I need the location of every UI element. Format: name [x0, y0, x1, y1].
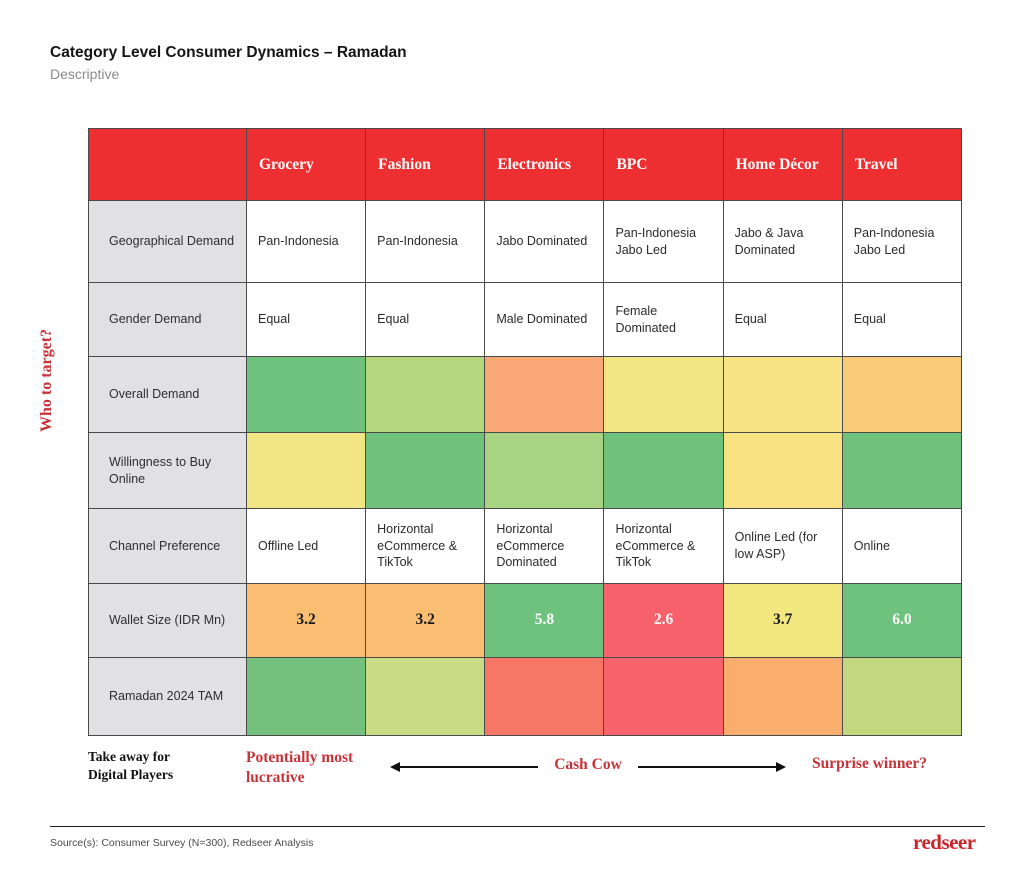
table-row	[89, 584, 962, 658]
text-cell: Jabo Dominated	[485, 201, 604, 283]
table-row	[89, 283, 962, 357]
right-arrowhead-icon	[776, 762, 786, 772]
text-cell: Online	[842, 509, 961, 584]
takeaway-left-label: Potentially most lucrative	[246, 749, 354, 787]
page-subtitle: Descriptive	[50, 66, 120, 82]
value-cell: 2.6	[604, 584, 723, 658]
text-cell: Horizontal eCommerce & TikTok	[366, 509, 485, 584]
text-cell: Equal	[723, 283, 842, 357]
value-cell: 5.8	[485, 584, 604, 658]
text-cell: Equal	[366, 283, 485, 357]
table-row	[89, 201, 962, 283]
row-label: Ramadan 2024 TAM	[89, 658, 247, 736]
heat-cell	[842, 433, 961, 509]
arrow-line	[400, 766, 538, 768]
takeaway-row	[88, 748, 962, 788]
column-header: Electronics	[485, 129, 604, 201]
table-row	[89, 658, 962, 736]
heat-cell	[247, 658, 366, 736]
takeaway-arrow	[378, 758, 812, 776]
row-label: Channel Preference	[89, 509, 247, 584]
heat-cell	[842, 357, 961, 433]
matrix-table-container	[88, 128, 962, 736]
table-row	[89, 357, 962, 433]
text-cell: Pan-Indonesia Jabo Led	[604, 201, 723, 283]
column-header: Travel	[842, 129, 961, 201]
row-label: Willingness to Buy Online	[89, 433, 247, 509]
row-label: Wallet Size (IDR Mn)	[89, 584, 247, 658]
value-cell: 3.2	[366, 584, 485, 658]
takeaway-center-label: Cash Cow	[554, 756, 622, 773]
text-cell: Equal	[842, 283, 961, 357]
row-label: Geographical Demand	[89, 201, 247, 283]
text-cell: Pan-Indonesia	[366, 201, 485, 283]
value-cell: 3.2	[247, 584, 366, 658]
text-cell: Male Dominated	[485, 283, 604, 357]
column-header: Home Décor	[723, 129, 842, 201]
left-arrowhead-icon	[390, 762, 400, 772]
heat-cell	[366, 433, 485, 509]
heat-cell	[247, 357, 366, 433]
text-cell: Female Dominated	[604, 283, 723, 357]
takeaway-right-label: Surprise winner?	[812, 755, 927, 772]
value-cell: 3.7	[723, 584, 842, 658]
text-cell: Online Led (for low ASP)	[723, 509, 842, 584]
redseer-logo: redseer	[913, 830, 976, 854]
header-row	[89, 129, 962, 201]
who-to-target-axis-label: Who to target?	[38, 328, 55, 432]
takeaway-label: Take away for Digital Players	[88, 749, 174, 782]
heat-cell	[366, 357, 485, 433]
row-label: Gender Demand	[89, 283, 247, 357]
text-cell: Offline Led	[247, 509, 366, 584]
matrix-table	[88, 128, 962, 736]
heat-cell	[604, 433, 723, 509]
row-label: Overall Demand	[89, 357, 247, 433]
text-cell: Horizontal eCommerce Dominated	[485, 509, 604, 584]
page-title: Category Level Consumer Dynamics – Ramadan	[50, 44, 407, 61]
column-header: Grocery	[247, 129, 366, 201]
heat-cell	[485, 433, 604, 509]
text-cell: Equal	[247, 283, 366, 357]
footer-divider	[50, 826, 985, 827]
heat-cell	[604, 357, 723, 433]
corner-cell	[89, 129, 247, 201]
table-row	[89, 433, 962, 509]
table-row	[89, 509, 962, 584]
text-cell: Jabo & Java Dominated	[723, 201, 842, 283]
heat-cell	[366, 658, 485, 736]
source-text: Source(s): Consumer Survey (N=300), Redseer Analysis	[50, 837, 314, 849]
heat-cell	[723, 658, 842, 736]
text-cell: Horizontal eCommerce & TikTok	[604, 509, 723, 584]
arrow-line	[638, 766, 776, 768]
heat-cell	[842, 658, 961, 736]
text-cell: Pan-Indonesia Jabo Led	[842, 201, 961, 283]
heat-cell	[723, 433, 842, 509]
column-header: Fashion	[366, 129, 485, 201]
heat-cell	[604, 658, 723, 736]
value-cell: 6.0	[842, 584, 961, 658]
text-cell: Pan-Indonesia	[247, 201, 366, 283]
heat-cell	[247, 433, 366, 509]
heat-cell	[485, 658, 604, 736]
heat-cell	[485, 357, 604, 433]
column-header: BPC	[604, 129, 723, 201]
heat-cell	[723, 357, 842, 433]
